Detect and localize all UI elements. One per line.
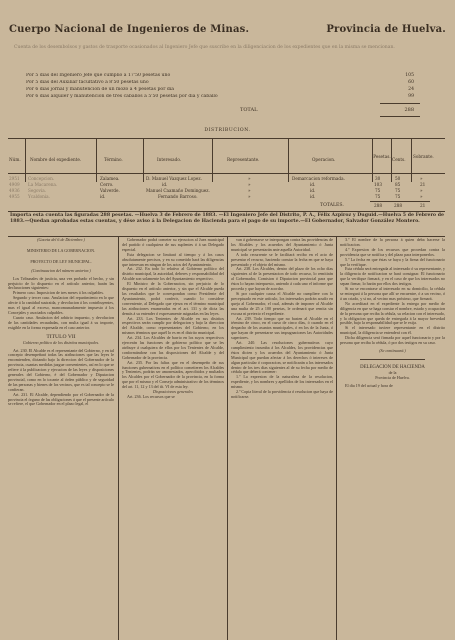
dist-header-cents: Cents.: [392, 157, 406, 162]
dist-row-1-pesetas: 30: [375, 176, 381, 181]
dist-row-2-interested: id.: [162, 182, 168, 187]
dist-row-2-op: id.: [310, 182, 316, 187]
dist-row-3-num: 4936: [9, 188, 20, 193]
dist-row-1-num: 2951: [9, 176, 20, 181]
col2-para-8: Art. 236. Los recursos que se: [127, 394, 175, 399]
col2-para-6: Art. 234. Los Alcaldes de barrio en los suyos respectivos ejercerán las funciones de gobierno político que se les atribuye á cualquiera de ellos por los Tenientes de Alcalde, conformándose con las disposiciones del Alcalde y del Gobernador de la provincia.: [122, 335, 224, 360]
dist-header-operation: Operacion.: [312, 157, 336, 162]
dist-row-2-pesetas: 103: [374, 182, 382, 187]
dist-row-4-term: id.: [100, 194, 106, 199]
dist-row-1-rep: »: [248, 176, 251, 181]
cost-line-2: Por 5 dias del Auxiliar facultativo á 8'50 pesetas uno: [26, 80, 149, 85]
dist-row-3-op: id.: [310, 188, 316, 193]
col1-para-2: Primero caso. Imposicion de tres meses á los culpables.: [13, 290, 104, 296]
dist-row-4-num: 4955: [9, 194, 20, 199]
dist-row-2-cents: 85: [395, 182, 401, 187]
total-label: TOTAL: [240, 107, 258, 113]
dist-row-4-surplus: »: [420, 194, 423, 199]
col3-para-4: Si por cualquier causa el Alcalde no cumpliere con lo preceptuado en este artículo, los interesados podrán acudir en queja al Gobernador, el cual, además de imponer al Alcalde una multa de 25 a 100 pesetas, le ordenará que remita sin excusa ni pretexto el expediente.: [231, 290, 333, 316]
dist-row-4-rep: »: [248, 194, 251, 199]
dist-row-2-surplus: 21: [420, 182, 426, 187]
dist-header-interested: Interesado.: [157, 157, 182, 162]
delegation-sub: de la: [388, 369, 397, 375]
dist-row-1-interested: D. Manuel Vazquez Lopez.: [146, 176, 202, 181]
province-title: Provincia de Huelva.: [326, 24, 446, 35]
col3-para-5: Art. 239. Todo tiempo que no basten al Alcalde en el término de cinco, en el curso de cinco días, ó cuando en el despacho de los asuntos municipales, ó en los de la Junta, ó que hayan de presentarse sus impugnaciones las Autoridades superiores.: [231, 315, 333, 341]
approval-notice: Importa esta cuenta las figuradas 288 pesetas. —Huelva 3 de Febrero de 1883. —El Ingeniero Jefe del Distrito, P. A., Félix Azpiroz y Duguid.—Huelva 5 de Febrero de 1883.—Quedan aprobadas estas cuentas, y dése aviso á la Delegacion de Hacienda para el pago de su importe.—El Gobernador, Salvador González Montero.: [10, 213, 444, 224]
ministry-heading: MINISTERIO DE LA GOBERNACION.: [26, 247, 96, 253]
dist-row-2-rep: »: [248, 182, 251, 187]
dist-header-num: Núm.: [9, 157, 21, 162]
col2-para-5: Art. 233. Los Tenientes de Alcalde en sus distritos respectivos serán cumplir por delegacion y bajo la direccion del Alcalde, como representantes del Gobierno, en los mismos términos que aquél lo es en el distrito municipal.: [122, 315, 224, 336]
dist-row-4-pesetas: 75: [375, 194, 381, 199]
dist-row-1-cents: 50: [395, 176, 401, 181]
column-2: [122, 238, 224, 400]
dist-header-surplus: Sobrante.: [413, 154, 434, 159]
general-provisions-heading: Disposiciones generales: [153, 389, 193, 395]
dist-row-3-surplus: »: [420, 188, 423, 193]
dist-header-term: Término.: [104, 157, 123, 162]
col4-para-6: No acreditará en el expediente la entrega por medio de diligencia en que se haga constar el nombre, estado y ocupacion de la persona que reciba la cédula, su relacion con el interesado, y la obligacion que queda de entregarla á la mayor brevedad posible, bajo la responsabilidad que se le exija.: [340, 300, 445, 326]
col3-para-6: Art. 240. Las resoluciones gubernativas cuyo cumplimiento incumba á los Alcaldes, los providencias que éstos dicten y los acuerdos del Ayuntamiento ó Junta Municipal que puedan afectar á los derechos ó intereses de algun particular ó corporacion, se notificarán a los interesados dentro de los tres dias siguientes al de su fecha por medio de cédula que deberá contener:: [231, 340, 333, 375]
cost-line-3: Por 6 dias jornal y manutencion de un mozo á 4 pesetas por dia: [26, 87, 175, 92]
distribution-title: DISTRIBUCION.: [204, 128, 251, 133]
col2-para-3: Art. 232. En todo lo relativo al Gobierno político del distrito municipal, la autoridad, deberes y responsabilidad del Alcalde son solamente los del Ayuntamiento respectivo.: [122, 266, 224, 282]
totals-label: TOTALES.: [320, 203, 344, 208]
col3-para-1: van á gobernarse se interpongan contra las providencias de los Alcaldes y los acuerdos del Ayuntamiento ó Junta municipal se presentarán ante aquella Autoridad.: [231, 237, 333, 252]
column-3: [231, 238, 333, 400]
delegation-text: El dia 19 del actual y hora de: [345, 382, 393, 388]
dist-header-pesetas: Pesetas.: [373, 154, 391, 159]
dist-row-3-rep: »: [248, 188, 251, 193]
delegation-province: Provincia de Huelva.: [375, 374, 410, 380]
col4-para-7: Si el interesado tuviere representante en el distrito municipal, la diligencia se entenderá con él.: [340, 325, 445, 336]
col1-para-6: Art. 231. El Alcalde, dependiendo por el Gobernador de la provincia el órgano de las obligaciones á que el presente artículo se refiere, el que Gobernador en el plazo legal, el: [8, 391, 114, 407]
col2-para-7: Art. 235. Por las faltas que en el desempeño de sus funciones gubernativas en el político cometieren los Alcaldes y Tenientes, podrán ser amonestados, apercibidos y multados los Alcaldes por el Gobernador de la provincia, en la forma que por el mismo y el Consejo administrativo de los términos del art. 11, 12 y 13 del tít. VI de esta ley.: [122, 359, 224, 390]
dist-row-1-surplus: »: [420, 176, 423, 181]
col4-para-4: Esta cédula será entregada al interesado ó su representante, y la diligencia de notificacion se hará consignar. El funcionario que la verifique firmará, y en el caso de que los interesados no sepan firmar, lo harán por ellos dos testigos.: [340, 266, 445, 287]
col1-para-3: Segundo y tercer caso. Anulacion del repartimiento en lo que afecte á la cantidad sustraida, y devolucion á los contribuyentes, mas el igual al exceso, mancomunadamente impuesto á los Concejales y asociados culpables.: [8, 295, 114, 315]
dist-row-1-term: Zalamea.: [100, 176, 120, 181]
dist-row-1-name: Concepcion.: [28, 176, 55, 181]
dist-row-2-term: Cerro.: [100, 182, 114, 187]
dist-row-4-cents: 75: [395, 194, 401, 199]
column-1: [8, 238, 114, 407]
col3-para-7: 1.º La expresion de la naturaleza de la resolucion, expediente, y los nombres y apellidos de los interesados en el mismo.: [231, 374, 333, 390]
col4-para-3: 5.º La fecha en que éstas se haya y la firma del funcionario que la verifique.: [340, 256, 445, 267]
dist-row-2-name: La Macarena.: [28, 182, 58, 187]
col3-para-3: Art. 238. Los Alcaldes, dentro del plazo de los ocho dias siguientes al de la presentacion de todo recurso, lo remitirán al Gobernador, Comision ó Diputacion provincial para que éstos lo hayan interpuesto, uniendo á cada uno el informe que proceda y que hayan de acordar.: [231, 266, 333, 292]
col4-para-1: 3.º El nombre de la persona á quien deba hacerse la notificacion.: [340, 237, 445, 247]
corps-title: Cuerpo Nacional de Ingenieros de Minas.: [9, 24, 250, 35]
col2-para-4: El Ministro de la Gobernacion, sin perjuicio de lo dispuesto en el artículo anterior, y sin que el Alcalde pueda las resultados que le correspondan como Presidente del Ayuntamiento, podrá conferir, cuando lo considere conveniente, al Delegado que ejerza en el término municipal las atribuciones enumeradas en el art. 131 y de dicta las demás á su entender ó expresamente asignadas en las leyes.: [122, 281, 224, 316]
col3-para-2: A todo recurrente se le facilitará recibo en el acto de presentar el recurso, haciendo constar la fecha en que se haya presentado y el objeto del mismo.: [231, 251, 333, 267]
dist-row-3-interested: Manuel Caamaño Dominguez.: [146, 188, 210, 193]
dist-row-3-name: Segovia.: [28, 188, 47, 193]
column-4: [340, 238, 445, 389]
cost-value-3: 24: [408, 87, 414, 92]
totals-pesetas: 288: [374, 203, 382, 208]
cost-line-4: Por 6 dias alquiler y manutencion de tres caballos á 5'50 pesetas por dia y caballo: [26, 94, 218, 99]
gazette-date: (Gaceta del 6 de Diciembre.): [37, 237, 85, 242]
dist-header-name: Nombre del expediente.: [30, 157, 82, 162]
dist-row-4-interested: Fernando Barroso.: [158, 194, 198, 199]
project-heading: PROYECTO DE LEY MUNICIPAL.: [30, 258, 92, 264]
col4-para-2: 4.º Expresion de los recursos que procedan contra la providencia que se notifica y del plazo para interponerlos.: [340, 246, 445, 257]
dist-row-4-name: Ycaldonia.: [28, 194, 51, 199]
dist-row-3-term: Valverde.: [100, 188, 120, 193]
total-value: 288: [404, 107, 414, 113]
title-vii-subtitle: Gobierno político de los distritos municipales.: [22, 339, 100, 345]
to-be-continued: (Se continuará.): [379, 347, 406, 353]
col4-para-5: Si no se encontrase al interesado en su domicilio, la cédula se entregará á la persona que allí se encuentre, ó a un vecino, ó á un criado, y si no, al vecino mas próximo, que firmará.: [340, 286, 445, 301]
delegation-heading: DELEGACION DE HACIENDA: [360, 364, 425, 370]
account-intro: Cuenta de los desembolsos y gastos de trasporte ocasionados al Ingeniero Jefe que suscribe en la diligenciacion de los expedientes que en la misma se mencionan.: [14, 45, 395, 50]
totals-cents: 288: [394, 203, 402, 208]
col3-para-8: 2.º Copia literal de la providencia ó resolucion que haya de notificarse.: [231, 389, 333, 399]
col2-para-1: Gobernador podrá cometer su ejecucion al Juez municipal del partido ó cualquiera de sus suplentes ó á un Delegado especial.: [122, 237, 224, 252]
cost-value-2: 60: [408, 80, 414, 85]
dist-header-representative: Representante.: [227, 157, 260, 162]
col1-para-5: Art. 230. El Alcalde es el representante del Gobierno, y en tal concepto desempeñará todas las atribuciones que las leyes le encomienden, dictando bajo la direccion del Gobernador de la provincia, cuantas medidas juzgue convenientes, así en lo que se refiere á la publicacion y ejecucion de las leyes y disposiciones generales del Gobierno, é del Gobernador y Diputacion provincial, como en lo tocante al órden público y de seguridad de las personas y bienes de los vecinos, que es tal concepto se le confieran.: [8, 347, 114, 392]
cost-value-4: 99: [408, 94, 414, 99]
continuation-note: (Continuacion del número anterior.): [31, 267, 91, 273]
cost-value-1: 105: [405, 73, 414, 78]
title-vii-heading: TITULO VII: [46, 333, 76, 340]
col1-para-1: Los Tribunales de justicia, una vez probado el hecho, y sin perjuicio de lo dispuesto en el artículo anterior, harán las declaraciones siguientes:: [8, 275, 114, 291]
col4-para-8: Dicha diligencia será firmada por aquel funcionario y por la persona que reciba la cédula, ó por dos testigos en su caso.: [340, 335, 445, 346]
dist-row-3-pesetas: 75: [375, 188, 381, 193]
totals-surplus: 21: [420, 203, 426, 208]
dist-row-3-cents: 75: [395, 188, 401, 193]
dist-row-2-num: 4909: [9, 182, 20, 187]
cost-line-1: Por 5 dias del Ingeniero Jefe que cumplio á 17'50 pesetas uno: [26, 73, 171, 78]
dist-row-4-op: id.: [310, 194, 316, 199]
col2-para-2: Esta delegacion se limitará al tiempo y á los casos absolutamente precisos, y en su cometido hará las diligencias que interesan en ningun de los actos del Ayuntamiento.: [122, 251, 224, 267]
dist-row-1-op: Demarcacion reformada.: [292, 176, 345, 181]
col1-para-4: Cuarto caso. Anulacion del arbitrio impuesto, y devolucion de las cantidades recaudadas, con multa igual á su importe, exigible en la forma expresada en el caso anterior.: [8, 314, 114, 330]
